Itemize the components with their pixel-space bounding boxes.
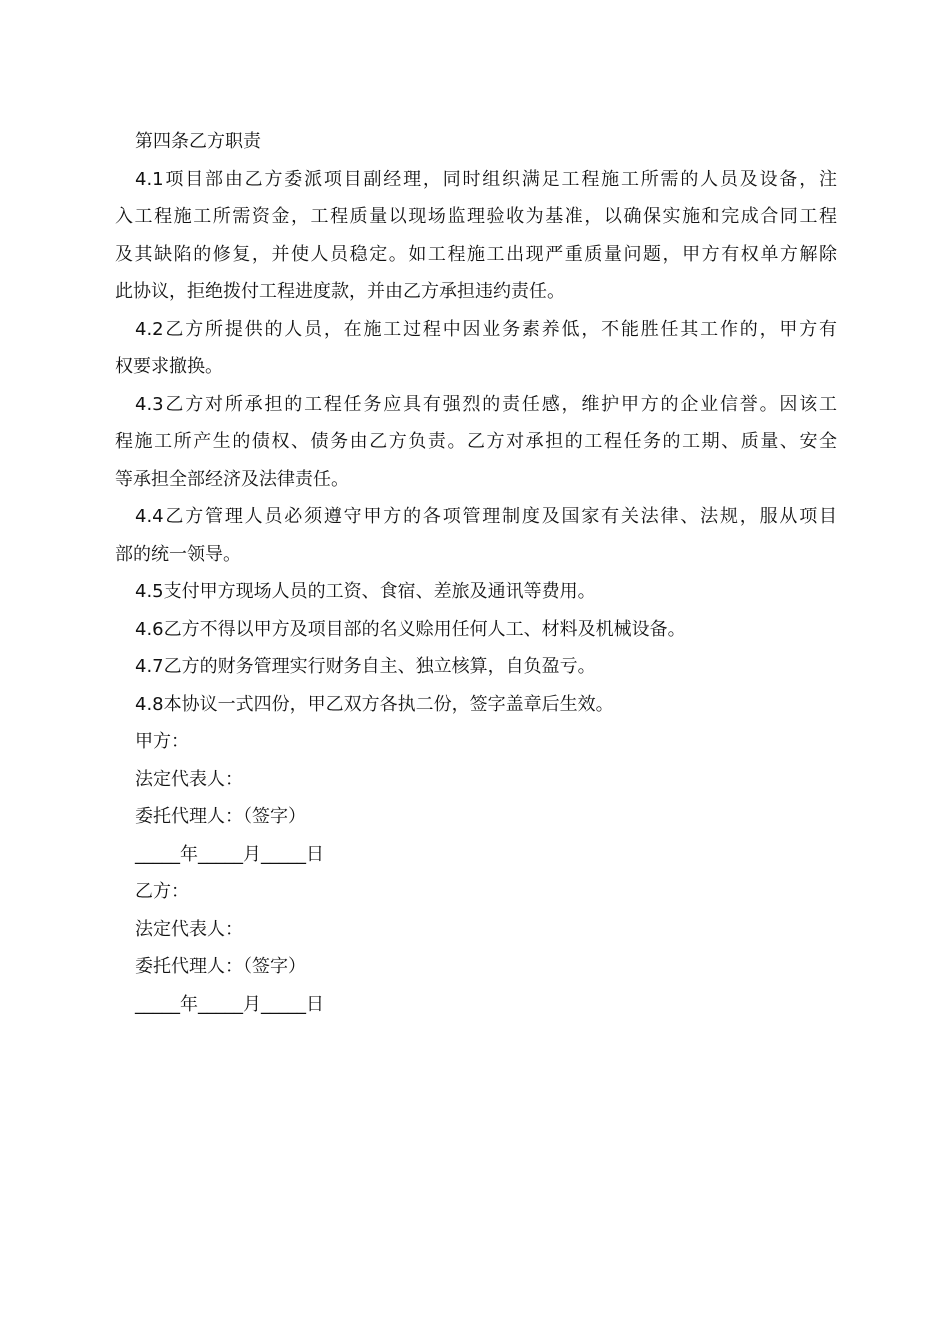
clause-4-2-line-1: 4.2乙方所提供的人员，在施工过程中因业务素养低，不能胜任其工作的，甲方有 xyxy=(135,318,837,340)
clause-4-8: 4.8本协议一式四份，甲乙双方各执二份，签字盖章后生效。 xyxy=(135,693,614,715)
clause-4-3-line-1: 4.3乙方对所承担的工程任务应具有强烈的责任感，维护甲方的企业信誉。因该工 xyxy=(135,393,837,415)
clause-4-1-line-4: 此协议，拒绝拨付工程进度款，并由乙方承担违约责任。 xyxy=(115,281,565,302)
clause-4-3-line-2: 程施工所产生的债权、债务由乙方负责。乙方对承担的工程任务的工期、质量、安全 xyxy=(115,431,837,452)
party-a-legal-representative: 法定代表人： xyxy=(135,768,243,790)
clause-4-4-line-2: 部的统一领导。 xyxy=(115,543,241,565)
clause-4-7: 4.7乙方的财务管理实行财务自主、独立核算，自负盈亏。 xyxy=(135,656,596,677)
clause-4-6: 4.6乙方不得以甲方及项目部的名义赊用任何人工、材料及机械设备。 xyxy=(135,618,686,640)
clause-4-1-line-2: 入工程施工所需资金，工程质量以现场监理验收为基准，以确保实施和完成合同工程 xyxy=(115,206,837,227)
contract-body xyxy=(115,123,837,1023)
section-heading: 第四条乙方职责 xyxy=(135,131,261,152)
party-a-authorized-agent: 委托代理人：（签字） xyxy=(135,806,306,827)
party-b-authorized-agent: 委托代理人：（签字） xyxy=(135,956,306,977)
clause-4-2-line-2: 权要求撤换。 xyxy=(115,356,223,377)
clause-4-1-line-1: 4.1项目部由乙方委派项目副经理，同时组织满足工程施工所需的人员及设备，注 xyxy=(135,168,837,190)
clause-4-5: 4.5支付甲方现场人员的工资、食宿、差旅及通讯等费用。 xyxy=(135,581,596,602)
party-b-legal-representative: 法定代表人： xyxy=(135,918,243,940)
clause-4-4-line-1: 4.4乙方管理人员必须遵守甲方的各项管理制度及国家有关法律、法规，服从项目 xyxy=(135,506,837,527)
clause-4-1-line-3: 及其缺陷的修复，并使人员稳定。如工程施工出现严重质量问题，甲方有权单方解除 xyxy=(115,243,837,265)
party-a-date: _____年_____月_____日 xyxy=(135,843,324,865)
party-a-label: 甲方： xyxy=(135,731,189,752)
party-b-date: _____年_____月_____日 xyxy=(135,993,324,1015)
clause-4-3-line-3: 等承担全部经济及法律责任。 xyxy=(115,468,349,490)
party-b-label: 乙方： xyxy=(135,881,189,902)
